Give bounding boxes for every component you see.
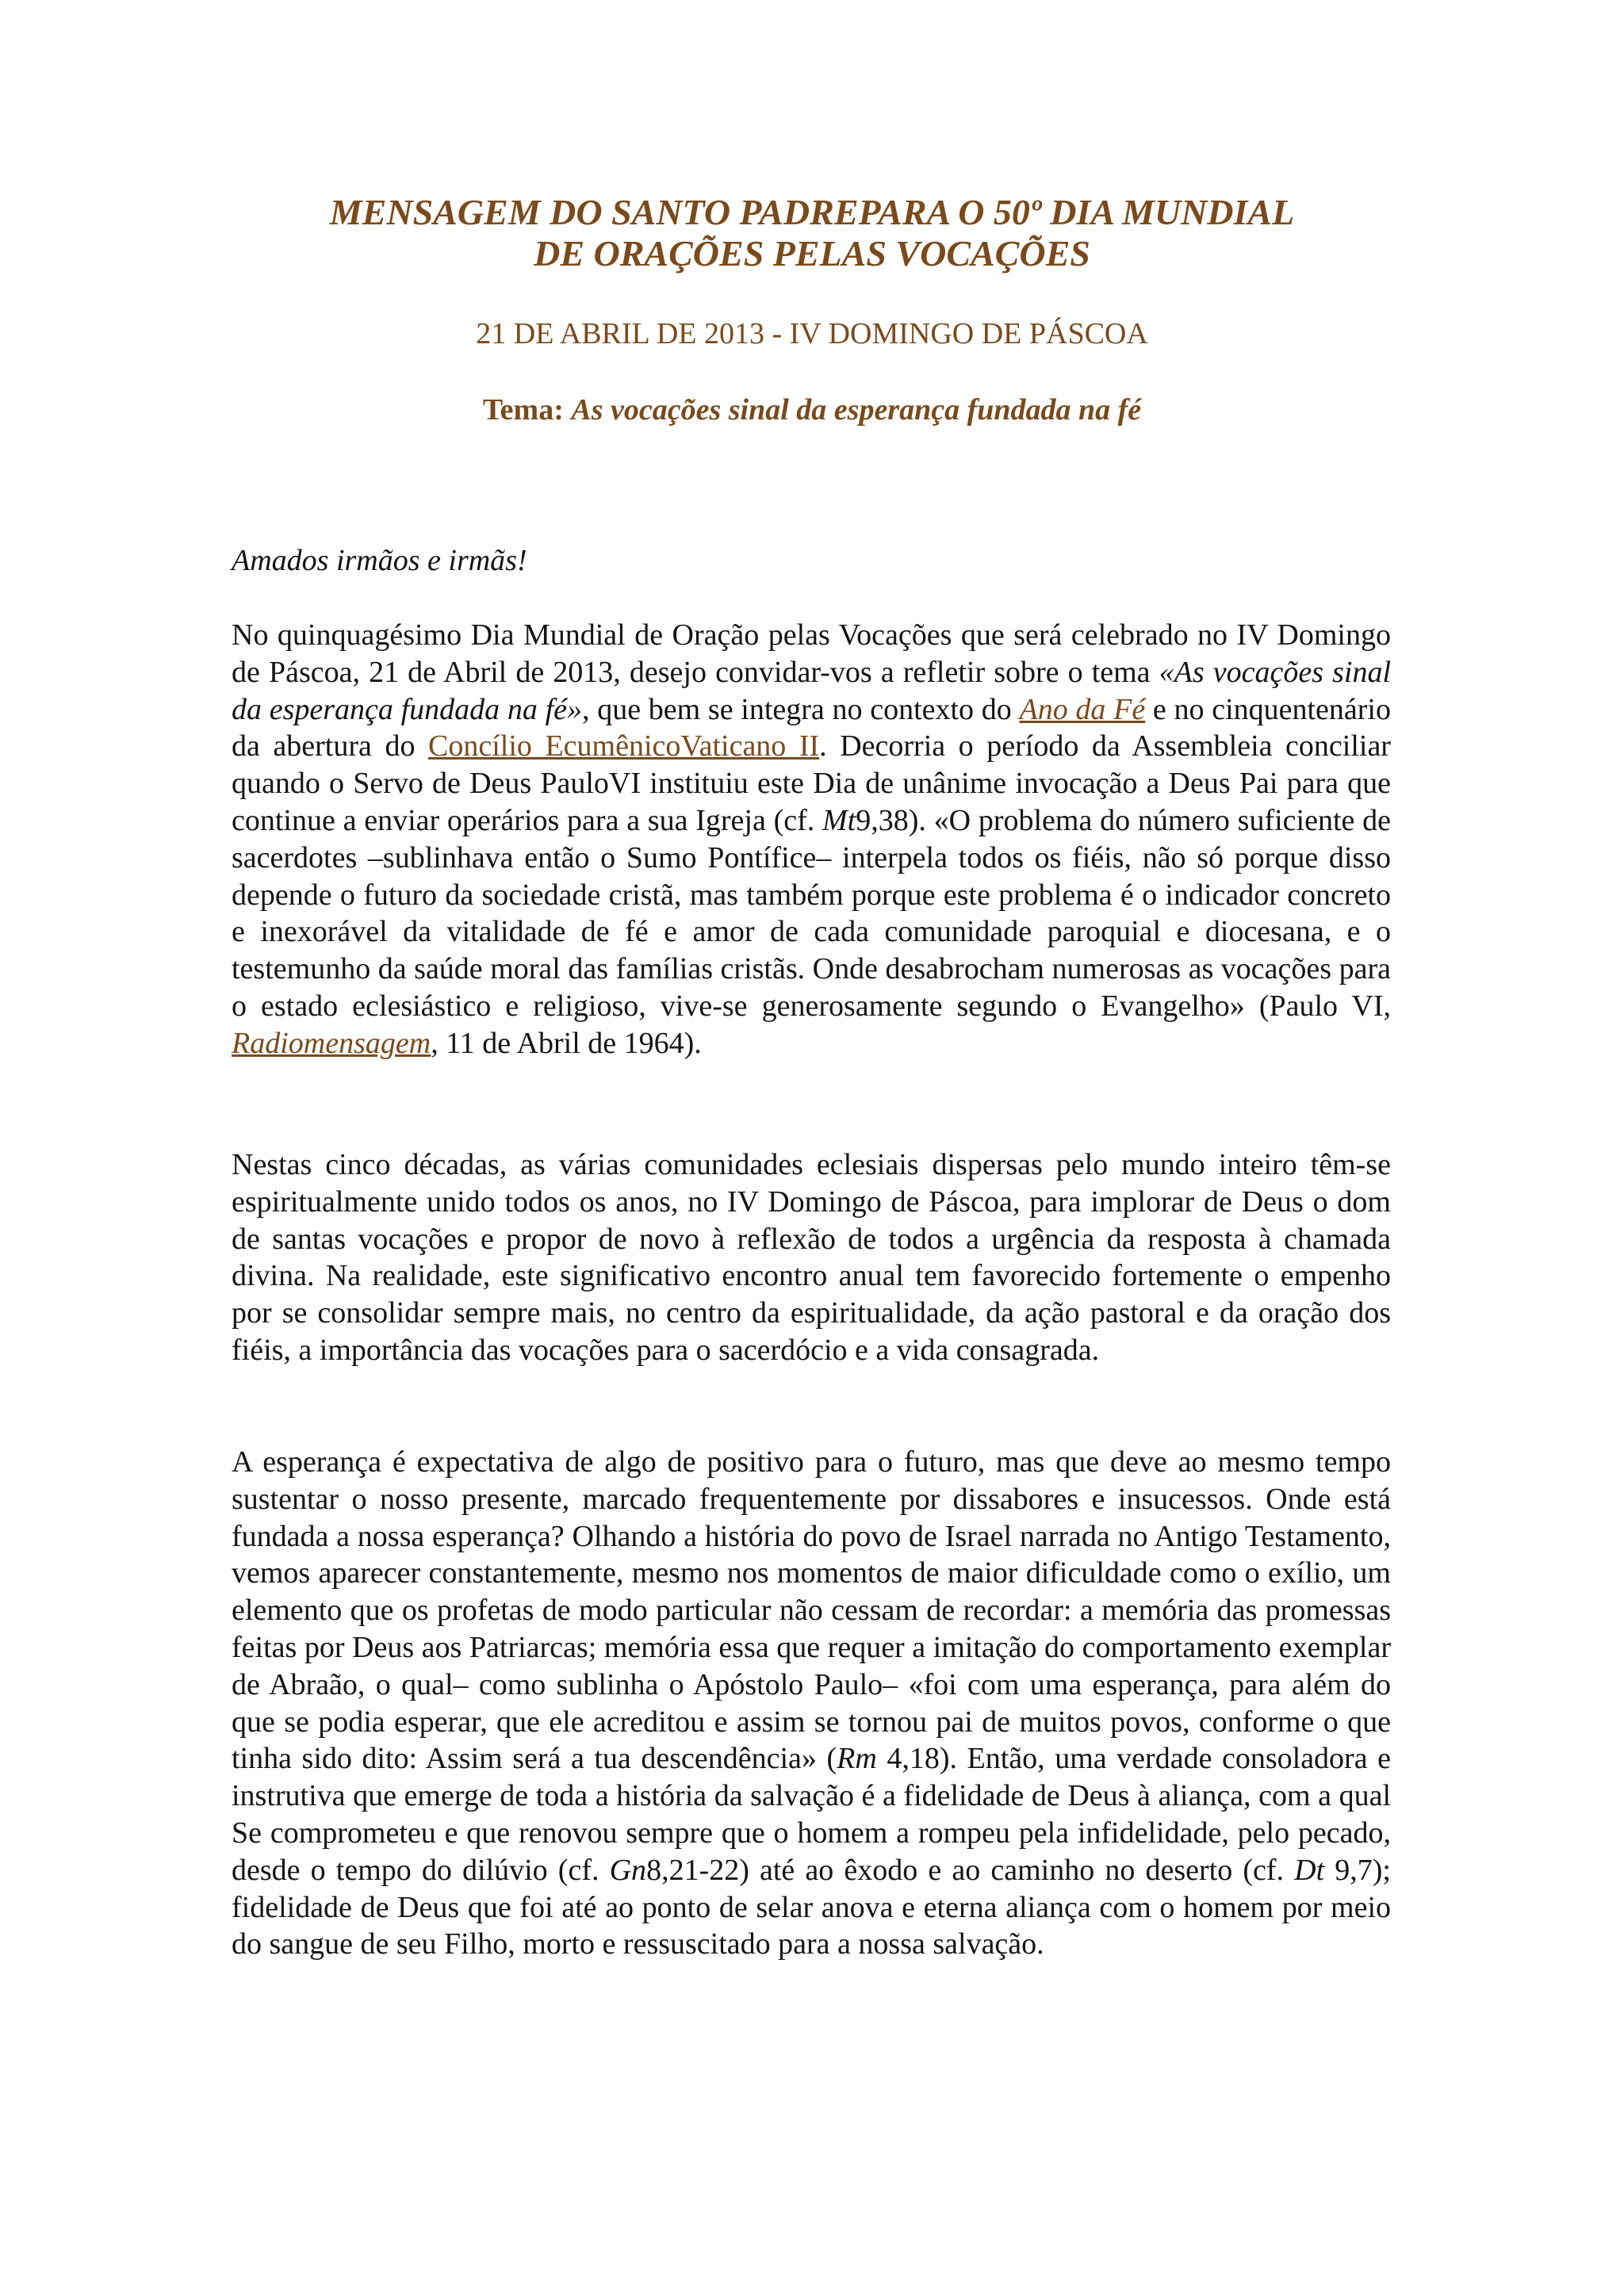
link-ano-da-fe[interactable]: Ano da Fé bbox=[1019, 692, 1146, 726]
theme-line bbox=[0, 392, 1624, 428]
paragraph-1-text-6: , 11 de Abril de 1964). bbox=[431, 1026, 702, 1060]
paragraph-1 bbox=[232, 617, 1391, 1062]
theme-label: Tema: bbox=[482, 393, 564, 427]
paragraph-3-text-3: 8,21-22) até ao êxodo e ao caminho no deserto (cf. bbox=[646, 1853, 1295, 1887]
paragraph-1-ref-mt: Mt bbox=[822, 803, 856, 837]
document-title-line1: MENSAGEM DO SANTO PADREPARA O 50º DIA MUNDIAL bbox=[329, 192, 1295, 232]
paragraph-3 bbox=[232, 1444, 1391, 1963]
paragraph-3-ref-gn: Gn bbox=[609, 1853, 647, 1887]
document-title-line2: DE ORAÇÕES PELAS VOCAÇÕES bbox=[534, 233, 1090, 274]
greeting: Amados irmãos e irmãs! bbox=[232, 544, 527, 577]
paragraph-3-text-1: A esperança é expectativa de algo de positivo para o futuro, mas que deve ao mesmo tempo sustentar o nosso presente, marcado frequentemente por dissabores e insucessos. Onde está fundada a nossa esperança? Olhando a história do povo de Israel narrada no Antigo Testamento, vemos aparecer constantemente, mesmo nos momentos de maior dificuldade como o exílio, um elemento que os profetas de modo particular não cessam de recordar: a memória das promessas feitas por Deus aos Patriarcas; memória essa que requer a imitação do comportamento exemplar de Abraão, o qual– como sublinha o Apóstolo Paulo– «foi com uma esperança, para além do que se podia esperar, que ele acreditou e assim se tornou pai de muitos povos, conforme o que tinha sido dito: Assim será a tua descendência» ( bbox=[232, 1445, 1391, 1776]
paragraph-1-text-3: e no cinquentenário da abertura do bbox=[232, 692, 1391, 763]
paragraph-1-text-4: . Decorria o período da Assembleia conciliar quando o Servo de Deus PauloVI instituiu este Dia de unânime invocação a Deus Pai para que continue a enviar operários para a sua Igreja (cf. bbox=[232, 729, 1391, 837]
paragraph-1-text-2: , que bem se integra no contexto do bbox=[582, 692, 1020, 726]
link-concilio-vaticano-ii[interactable]: Concílio EcumênicoVaticano II bbox=[428, 729, 820, 763]
paragraph-3-ref-rm: Rm bbox=[837, 1742, 877, 1776]
paragraph-1-text-5: 9,38). «O problema do número suficiente de sacerdotes –sublinhava então o Sumo Pontífice– interpela todos os fiéis, não só porque disso depende o futuro da sociedade cristã, mas também porque este problema é o indicador concreto e inexorável da vitalidade de fé e amor de cada comunidade paroquial e diocesana, e o testemunho da saúde moral das famílias cristãs. Onde desabrocham numerosas as vocações para o estado eclesiástico e religioso, vive-se generosamente segundo o Evangelho» (Paulo VI, bbox=[232, 803, 1391, 1023]
paragraph-3-text-2: 4,18). Então, uma verdade consoladora e instrutiva que emerge de toda a história da salvação é a fidelidade de Deus à aliança, com a qual Se comprometeu e que renovou sempre que o homem a rompeu pela infidelidade, pelo pecado, desde o tempo do dilúvio (cf. bbox=[232, 1742, 1391, 1887]
paragraph-1-text-1: No quinquagésimo Dia Mundial de Oração pelas Vocações que será celebrado no IV Domingo de Páscoa, 21 de Abril de 2013, desejo convidar-vos a refletir sobre o tema bbox=[232, 618, 1391, 689]
dateline: 21 DE ABRIL DE 2013 - IV DOMINGO DE PÁSCOA bbox=[476, 317, 1148, 350]
link-radiomensagem[interactable]: Radiomensagem bbox=[232, 1026, 431, 1060]
paragraph-2: Nestas cinco décadas, as várias comunidades eclesiais dispersas pelo mundo inteiro têm-se espiritualmente unido todos os anos, no IV Domingo de Páscoa, para implorar de Deus o dom de santas vocações e propor de novo à reflexão de todos a urgência da resposta à chamada divina. Na realidade, este significativo encontro anual tem favorecido fortemente o empenho por se consolidar sempre mais, no centro da espiritualidade, da ação pastoral e da oração dos fiéis, a importância das vocações para o sacerdócio e a vida consagrada. bbox=[232, 1148, 1391, 1367]
paragraph-1-quote-theme: «As vocações sinal da esperança fundada na fé» bbox=[232, 655, 1391, 726]
paragraph-3-ref-dt: Dt bbox=[1294, 1853, 1325, 1887]
paragraph-3-text-4: 9,7); fidelidade de Deus que foi até ao ponto de selar anova e eterna aliança com o homem por meio do sangue de seu Filho, morto e ressuscitado para a nossa salvação. bbox=[232, 1853, 1391, 1961]
theme-value: As vocações sinal da esperança fundada na fé bbox=[571, 393, 1142, 427]
